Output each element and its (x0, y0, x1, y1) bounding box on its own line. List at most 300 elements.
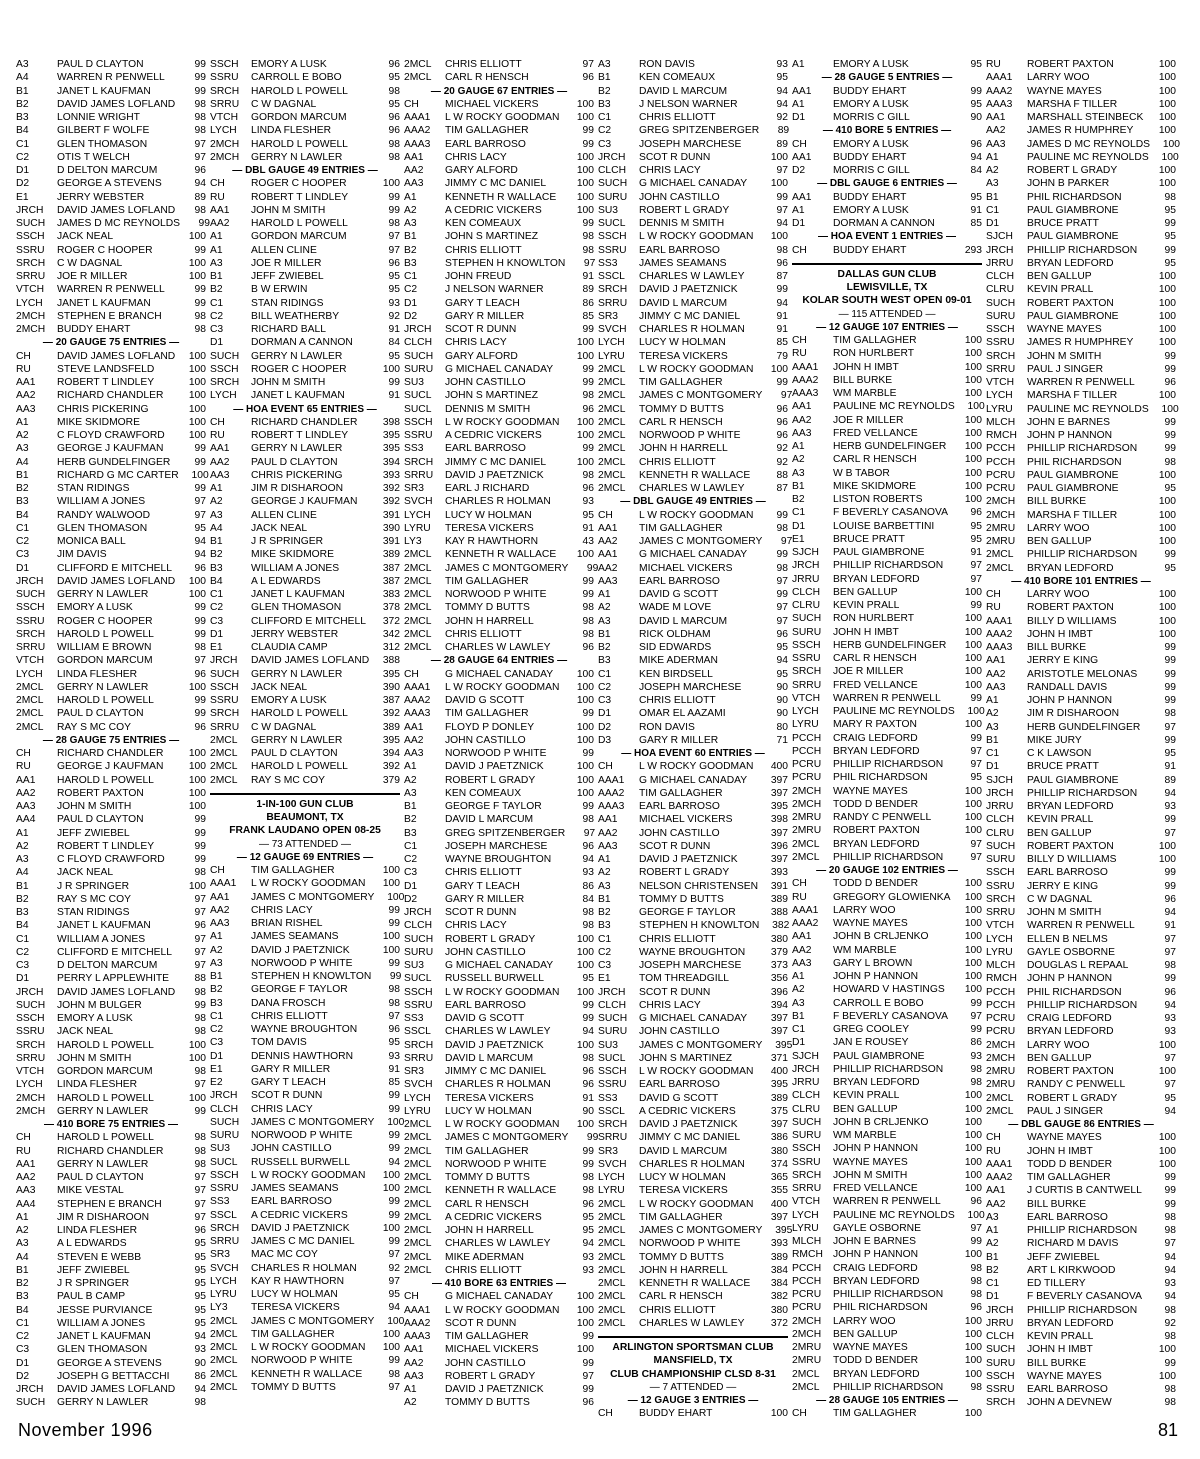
class-code: 2MCL (792, 838, 820, 850)
score: 95 (1164, 257, 1176, 269)
class-code: SSCL (210, 1209, 237, 1221)
result-row (792, 1103, 982, 1116)
class-code: AA1 (986, 112, 1006, 123)
shooter-name: JOE R MILLER (57, 271, 128, 282)
result-row (16, 1039, 206, 1052)
result-row (16, 1092, 206, 1105)
shooter-name: GEORGE J KAUFMAN (251, 496, 358, 508)
class-code: 2MCL (210, 1328, 238, 1340)
score: 93 (1164, 801, 1176, 812)
score: 91 (388, 324, 400, 335)
score: 99 (1164, 734, 1176, 746)
score: 97 (582, 59, 594, 70)
result-row (792, 374, 982, 387)
score: 94 (194, 1331, 206, 1342)
result-row (792, 957, 982, 970)
score: 96 (194, 1225, 206, 1236)
class-code: CH (792, 878, 807, 890)
result-row (986, 363, 1176, 376)
class-code: SRRU (16, 642, 46, 653)
class-code: LYCH (404, 509, 431, 521)
score: 85 (776, 337, 788, 349)
class-code: AA3 (210, 469, 230, 481)
result-row (16, 866, 206, 879)
result-row (404, 946, 594, 959)
event-header: — 20 GAUGE 102 ENTRIES — (816, 865, 958, 876)
result-row (404, 124, 594, 137)
result-row (792, 1275, 982, 1288)
shooter-name: TERESA VICKERS (445, 522, 534, 534)
score: 95 (1164, 748, 1176, 759)
score: 96 (582, 840, 594, 852)
score: 91 (388, 1063, 400, 1075)
score: 97 (1164, 1079, 1176, 1091)
shooter-name: ROBERT PAXTON (1027, 602, 1114, 614)
score: 96 (776, 403, 788, 415)
score: 386 (770, 1132, 788, 1144)
score: 92 (776, 456, 788, 468)
score: 99 (970, 600, 982, 611)
shooter-name: GREG SPITZENBERGER (445, 827, 566, 839)
score: 371 (770, 1052, 788, 1064)
class-code: A3 (16, 59, 29, 70)
result-row (404, 522, 594, 535)
shooter-name: CARROLL E BOBO (833, 997, 924, 1009)
class-code: AA3 (792, 957, 812, 969)
result-row (404, 562, 599, 575)
result-row (16, 959, 206, 972)
score: 97 (780, 390, 793, 402)
class-code: 2MCL (986, 549, 1014, 561)
class-code: B3 (16, 496, 29, 508)
result-row (404, 177, 594, 190)
shooter-name: GLEN THOMASON (57, 1344, 148, 1356)
shooter-name: PAUL D CLAYTON (57, 708, 144, 720)
shooter-name: GEORGE A STEVENS (57, 178, 162, 190)
score: 99 (582, 575, 594, 587)
shooter-name: RICHARD CHANDLER (251, 416, 358, 428)
shooter-name: BRUCE PRATT (1027, 761, 1099, 773)
result-row (16, 588, 206, 601)
score: 96 (1164, 377, 1176, 388)
result-row (404, 1158, 594, 1171)
result-row (210, 244, 400, 257)
shooter-name: HAROLD L POWELL (57, 695, 154, 706)
shooter-name: JIM R DISHAROON (57, 1211, 150, 1223)
result-row (404, 1184, 594, 1197)
score: 100 (1158, 469, 1176, 481)
score: 100 (1158, 496, 1176, 508)
class-code: SVCH (598, 324, 627, 335)
class-code: AAA2 (598, 787, 625, 799)
score: 397 (770, 1119, 788, 1130)
class-code: B2 (16, 98, 29, 110)
class-code: 2MCL (404, 1158, 432, 1170)
result-row (986, 495, 1176, 508)
class-code: JRCH (16, 575, 44, 587)
results-column (792, 58, 985, 1420)
results-page (16, 58, 1186, 1420)
shooter-name: F BEVERLY CASANOVA (1027, 1291, 1143, 1303)
class-code: C3 (598, 138, 612, 150)
class-code: JRCH (210, 655, 238, 667)
result-row (404, 1330, 594, 1343)
shooter-name: JOHN P HANNON (833, 971, 919, 982)
class-code: C1 (16, 933, 30, 945)
score: 394 (770, 999, 788, 1011)
result-row (404, 721, 594, 734)
class-code: A2 (16, 840, 29, 852)
class-code: LYRU (210, 1289, 237, 1300)
score: 383 (382, 589, 400, 600)
shooter-name: GEORGE F TAYLOR (251, 984, 348, 996)
result-row (598, 230, 788, 243)
score: 100 (964, 653, 982, 664)
shooter-name: GORDON MARCUM (251, 112, 347, 123)
shooter-name: PAULINE MC REYNOLDS (833, 706, 955, 717)
result-row (598, 707, 788, 720)
class-code: SSCH (16, 1013, 45, 1024)
result-row (986, 151, 1179, 164)
class-code: B2 (210, 984, 223, 996)
result-row (210, 482, 400, 495)
score: 96 (388, 59, 400, 70)
shooter-name: CARL R HENSCH (445, 1198, 529, 1210)
event-header: — HOA EVENT 60 ENTRIES — (621, 748, 765, 759)
result-row (210, 1116, 405, 1129)
result-row (792, 1156, 982, 1169)
class-code: SU3 (404, 377, 425, 388)
score: 96 (776, 416, 788, 428)
class-code: C3 (404, 867, 418, 879)
result-row (792, 745, 982, 758)
result-row (210, 864, 400, 877)
shooter-name: G MICHAEL CANADAY (639, 549, 748, 561)
class-code: A4 (16, 72, 29, 84)
shooter-name: PHIL RICHARDSON (1027, 456, 1122, 468)
result-row (792, 1182, 982, 1195)
result-row (404, 668, 594, 681)
shooter-name: GORDON MARCUM (251, 231, 347, 243)
class-code: C1 (210, 297, 224, 309)
class-code: 2MCL (404, 1145, 432, 1157)
score: 97 (388, 1010, 400, 1022)
shooter-name: JEFF ZWIEBEL (1027, 1251, 1100, 1263)
score: 96 (1164, 893, 1176, 905)
class-code: 2MCL (598, 377, 626, 388)
result-row (404, 1304, 594, 1317)
class-code: C2 (210, 310, 224, 322)
score: 389 (382, 549, 400, 561)
shooter-name: DAVID J PAETZNICK (639, 1119, 738, 1130)
score: 100 (1158, 85, 1176, 97)
shooter-name: L W ROCKY GOODMAN (445, 1119, 560, 1130)
result-row (16, 575, 206, 588)
result-row (792, 626, 982, 639)
shooter-name: CHARLES R HOLMAN (445, 1079, 551, 1091)
class-code: A4 (16, 1251, 29, 1263)
score: 94 (776, 218, 788, 229)
shooter-name: MIKE SKIDMORE (251, 549, 334, 561)
score: 94 (388, 1302, 400, 1314)
class-code: 2MCL (404, 1251, 432, 1263)
class-code: AA1 (210, 891, 230, 903)
result-row (986, 615, 1176, 628)
result-row (210, 1023, 400, 1036)
score: 100 (188, 681, 206, 693)
shooter-name: JACK NEAL (57, 1026, 114, 1038)
class-code: SSRU (404, 999, 433, 1011)
event-header: — 410 BORE 75 ENTRIES — (44, 1119, 178, 1130)
class-code: 2MCL (404, 59, 432, 70)
class-code: A3 (792, 467, 805, 479)
class-code: SSCH (598, 231, 627, 243)
class-code: C1 (404, 271, 418, 282)
result-row (16, 1357, 206, 1370)
result-row (792, 930, 982, 943)
result-row (986, 946, 1176, 959)
shooter-name: DAVID L MARCUM (639, 297, 728, 309)
shooter-name: JOHN E BARNES (1027, 416, 1110, 428)
class-code: 2MRU (986, 536, 1016, 547)
class-code: A4 (16, 867, 29, 879)
score: 100 (188, 575, 206, 587)
result-row (404, 270, 594, 283)
shooter-name: TIM GALLAGHER (445, 1331, 529, 1342)
score: 98 (194, 642, 206, 653)
shooter-name: EARL BARROSO (251, 1196, 332, 1208)
event-header: — 12 GAUGE 107 ENTRIES — (816, 321, 958, 333)
shoot-header (210, 793, 400, 851)
score: 100 (576, 1304, 594, 1316)
shooter-name: WARREN R PENWELL (833, 1196, 941, 1208)
shooter-name: LUCY W HOLMAN (639, 337, 726, 349)
score: 391 (382, 509, 400, 521)
class-code: 2MCL (404, 1238, 432, 1250)
class-code: AAA3 (986, 98, 1013, 110)
shooter-name: DAVID JAMES LOFLAND (57, 1384, 176, 1395)
score: 396 (770, 986, 788, 998)
score: 389 (770, 1251, 788, 1263)
shooter-name: JANET L KAUFMAN (251, 589, 345, 600)
result-row (210, 1063, 400, 1076)
result-row (210, 601, 400, 614)
score: 95 (388, 1037, 400, 1049)
shooter-name: GORDON MARCUM (57, 1066, 153, 1077)
class-code: 2MCL (210, 761, 238, 773)
result-row (16, 389, 206, 402)
shooter-name: HAROLD L POWELL (251, 218, 348, 229)
shooter-name: L W ROCKY GOODMAN (445, 681, 560, 693)
shooter-name: RAY S MC COY (251, 774, 325, 786)
class-code: SSRU (986, 337, 1015, 349)
result-row (986, 429, 1176, 442)
shooter-name: ALLEN CLINE (251, 244, 317, 256)
shooter-name: DENNIS M SMITH (445, 403, 531, 415)
result-row (986, 986, 1176, 999)
shooter-name: CHRIS ELLIOTT (445, 59, 522, 70)
shooter-name: CHARLES W LAWLEY (445, 1026, 551, 1038)
shooter-name: EARL BARROSO (639, 1079, 720, 1091)
shooter-name: JOHN CASTILLO (639, 1026, 720, 1038)
result-row (986, 1158, 1176, 1171)
result-row (792, 811, 982, 824)
class-code: PCRU (792, 1302, 822, 1314)
result-row (16, 535, 206, 548)
score: 99 (194, 244, 206, 256)
shooter-name: CARL R HENSCH (639, 416, 723, 428)
shooter-name: PERRY L APPLEWHITE (57, 973, 169, 985)
class-code: AAA2 (404, 695, 431, 706)
result-row (598, 1078, 788, 1091)
result-row (598, 933, 788, 946)
result-row (792, 679, 982, 692)
class-code: 2MCL (404, 1119, 432, 1130)
result-row (404, 456, 594, 469)
shooter-name: KENNETH R WALLACE (445, 1185, 557, 1197)
shooter-name: KAY R HAWTHORN (445, 536, 539, 547)
score: 95 (388, 350, 400, 362)
score: 100 (964, 1183, 982, 1194)
result-row (16, 853, 206, 866)
shooter-name: MIKE ADERMAN (445, 1251, 524, 1263)
shooter-name: JIMMY C MC DANIEL (445, 456, 547, 468)
score: 97 (970, 759, 982, 770)
score: 91 (388, 390, 400, 402)
shooter-name: LARRY WOO (1027, 589, 1090, 600)
shooter-name: PAULINE MC REYNOLDS (833, 1209, 955, 1221)
result-row (404, 482, 594, 495)
shooter-name: ROBERT PAXTON (1027, 297, 1114, 309)
shooter-name: WAYNE MAYES (833, 1156, 908, 1168)
result-row (792, 1262, 982, 1275)
result-row (16, 257, 206, 270)
class-code: SSCH (404, 986, 433, 998)
shooter-name: CHRIS ELLIOTT (445, 244, 522, 256)
result-row (598, 429, 788, 442)
result-row (16, 933, 206, 946)
class-code: SR3 (404, 1066, 425, 1077)
shooter-name: RON HURLBERT (833, 613, 915, 625)
class-code: SRCH (792, 666, 822, 678)
result-row (986, 297, 1176, 310)
result-row (986, 1092, 1176, 1105)
result-row (792, 427, 982, 440)
class-code: CH (792, 335, 807, 346)
score: 97 (776, 615, 788, 627)
shooter-name: JOHN P HANNON (833, 1143, 919, 1155)
result-row (986, 866, 1176, 879)
result-row (986, 1198, 1176, 1211)
score: 100 (188, 416, 206, 428)
result-row (404, 933, 594, 946)
result-row (598, 827, 788, 840)
shooter-name: STAN RIDINGS (57, 907, 130, 918)
score: 397 (770, 854, 788, 865)
shooter-name: ROBERT L GRADY (639, 204, 730, 216)
class-code: AAA3 (404, 1331, 431, 1342)
score: 98 (194, 1132, 206, 1144)
shooter-name: JOHN M SMITH (1027, 350, 1102, 362)
shooter-name: STAN RIDINGS (57, 483, 130, 494)
result-row (210, 721, 400, 734)
result-row (16, 1131, 206, 1144)
result-row (16, 1317, 206, 1330)
result-row (404, 138, 594, 151)
result-row (986, 853, 1176, 866)
shooter-name: MARSHA F TILLER (1027, 509, 1118, 521)
shooter-name: WAYNE MAYES (1027, 1132, 1102, 1144)
class-code: LY3 (210, 1302, 228, 1314)
shooter-name: MARSHA F TILLER (1027, 98, 1118, 110)
class-code: 2MCL (404, 1172, 432, 1183)
score: 100 (382, 1328, 400, 1340)
class-code: SSCH (210, 681, 239, 693)
shooter-name: J NELSON WARNER (639, 98, 738, 110)
class-code: SU3 (598, 204, 619, 216)
score: 98 (1164, 191, 1176, 203)
score: 99 (582, 708, 594, 720)
score: 99 (582, 748, 594, 759)
result-row (404, 1092, 594, 1105)
result-row (210, 1301, 400, 1314)
class-code: CH (404, 1291, 419, 1303)
class-code: A2 (404, 774, 417, 786)
event-header: — 28 GAUGE 64 ENTRIES — (430, 655, 568, 667)
result-row (598, 283, 788, 296)
result-row (598, 1407, 788, 1420)
score: 91 (582, 522, 594, 534)
result-row (986, 760, 1176, 773)
result-row (598, 681, 788, 694)
class-code: A1 (210, 483, 223, 494)
score: 382 (770, 1291, 788, 1303)
shooter-name: ED TILLERY (1027, 1278, 1086, 1289)
result-row (792, 1368, 982, 1381)
score: 97 (194, 933, 206, 945)
shooter-name: TERESA VICKERS (445, 1092, 534, 1104)
score: 100 (964, 1368, 982, 1380)
score: 99 (776, 549, 788, 561)
result-row (986, 668, 1176, 681)
class-code: C2 (598, 946, 612, 958)
score: 100 (382, 1222, 400, 1234)
shooter-name: F BEVERLY CASANOVA (833, 507, 949, 519)
score: 100 (1158, 337, 1176, 349)
class-code: SURU (598, 1026, 628, 1038)
class-code: CLRU (986, 284, 1015, 296)
result-row (16, 615, 206, 628)
score: 100 (964, 441, 982, 452)
score: 95 (194, 1291, 206, 1303)
score: 97 (388, 244, 400, 256)
class-code: A1 (986, 151, 999, 163)
shooter-name: LARRY WOO (1027, 72, 1090, 84)
score: 100 (576, 1344, 594, 1356)
score: 387 (382, 562, 400, 574)
shooter-name: JOHN H IMBT (1027, 628, 1093, 640)
result-row (792, 983, 982, 996)
score: 100 (576, 178, 594, 190)
class-code: A4 (16, 456, 29, 468)
score: 92 (776, 443, 788, 455)
score: 100 (1158, 1039, 1176, 1051)
result-row (792, 414, 982, 427)
score: 94 (388, 1156, 400, 1168)
score: 84 (582, 893, 594, 905)
class-code: PCCH (986, 443, 1016, 455)
class-code: D2 (16, 1370, 30, 1382)
